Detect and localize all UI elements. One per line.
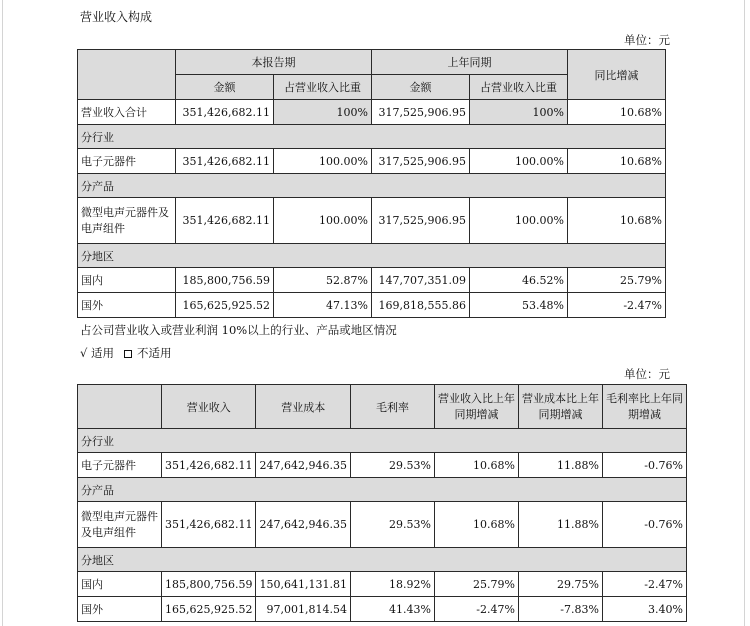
cell-rev-yoy: 10.68% bbox=[434, 453, 518, 478]
header-margin: 毛利率 bbox=[350, 385, 434, 429]
cell-revenue: 351,426,682.11 bbox=[162, 453, 256, 478]
unit-label-2: 单位：元 bbox=[624, 367, 670, 381]
cell-cur-amount: 351,426,682.11 bbox=[176, 149, 274, 174]
header-current-period: 本报告期 bbox=[176, 50, 372, 75]
section-row bbox=[78, 244, 666, 268]
option-not-applicable: 不适用 bbox=[136, 346, 172, 360]
header-cost-yoy-line2: 同期增减 bbox=[538, 407, 583, 421]
header-prior-ratio: 占营业收入比重 bbox=[470, 75, 568, 100]
header-cur-amount: 金额 bbox=[176, 75, 274, 100]
table-row bbox=[78, 100, 666, 125]
cell-margin: 29.53% bbox=[350, 502, 434, 548]
cell-margin: 41.43% bbox=[350, 597, 434, 622]
row-label: 营业收入合计 bbox=[78, 100, 176, 125]
cell-cur-ratio: 100% bbox=[274, 100, 372, 125]
cell-margin: 18.92% bbox=[350, 572, 434, 597]
row-label bbox=[78, 502, 162, 548]
header-rev-yoy bbox=[434, 385, 518, 429]
row-label: 国内 bbox=[78, 268, 176, 293]
section-region: 分地区 bbox=[78, 548, 687, 572]
revenue-composition-table bbox=[77, 49, 666, 318]
corner-cell bbox=[78, 385, 162, 429]
row-label: 国外 bbox=[78, 293, 176, 318]
cell-prior-amount: 169,818,555.86 bbox=[372, 293, 470, 318]
check-mark-icon: √ bbox=[80, 346, 88, 360]
section-row bbox=[78, 548, 687, 572]
cell-rev-yoy: 25.79% bbox=[434, 572, 518, 597]
cell-cur-amount: 351,426,682.11 bbox=[176, 198, 274, 244]
cell-cost: 247,642,946.35 bbox=[256, 453, 350, 478]
cell-yoy: -2.47% bbox=[568, 293, 666, 318]
header-margin-yoy-line1: 毛利率比上年同 bbox=[605, 391, 683, 405]
cell-cur-ratio: 100.00% bbox=[274, 149, 372, 174]
note-text: 占公司营业收入或营业利润 10%以上的行业、产品或地区情况 bbox=[80, 323, 397, 337]
cell-yoy: 25.79% bbox=[568, 268, 666, 293]
page-edge-right bbox=[744, 0, 745, 626]
row-label: 电子元器件 bbox=[78, 149, 176, 174]
row-label: 电子元器件 bbox=[78, 453, 162, 478]
cell-cur-ratio: 100.00% bbox=[274, 198, 372, 244]
cell-cur-amount: 351,426,682.11 bbox=[176, 100, 274, 125]
cell-prior-amount: 317,525,906.95 bbox=[372, 149, 470, 174]
section-industry: 分行业 bbox=[78, 429, 687, 453]
section-industry: 分行业 bbox=[78, 125, 666, 149]
cell-prior-amount: 317,525,906.95 bbox=[372, 198, 470, 244]
unit-label-1: 单位：元 bbox=[624, 33, 670, 47]
cell-yoy: 10.68% bbox=[568, 100, 666, 125]
section-product: 分产品 bbox=[78, 174, 666, 198]
cell-cost: 97,001,814.54 bbox=[256, 597, 350, 622]
cell-yoy: 10.68% bbox=[568, 198, 666, 244]
cell-margin-yoy: -0.76% bbox=[602, 502, 686, 548]
option-applicable: 适用 bbox=[90, 346, 114, 360]
cell-rev-yoy: 10.68% bbox=[434, 502, 518, 548]
cell-prior-ratio: 100.00% bbox=[470, 198, 568, 244]
cell-prior-ratio: 53.48% bbox=[470, 293, 568, 318]
section-product: 分产品 bbox=[78, 478, 687, 502]
header-revenue: 营业收入 bbox=[162, 385, 256, 429]
cell-prior-ratio: 46.52% bbox=[470, 268, 568, 293]
section-row bbox=[78, 125, 666, 149]
cell-cost-yoy: -7.83% bbox=[518, 597, 602, 622]
corner-cell bbox=[78, 50, 176, 100]
cell-cost: 247,642,946.35 bbox=[256, 502, 350, 548]
table-row bbox=[78, 293, 666, 318]
header-yoy: 同比增减 bbox=[568, 50, 666, 100]
header-prior-amount: 金额 bbox=[372, 75, 470, 100]
section-row bbox=[78, 478, 687, 502]
section-region: 分地区 bbox=[78, 244, 666, 268]
table-row bbox=[78, 572, 687, 597]
cell-margin-yoy: -2.47% bbox=[602, 572, 686, 597]
row-label: 国内 bbox=[78, 572, 162, 597]
page-edge-left bbox=[2, 0, 3, 626]
cell-cur-amount: 185,800,756.59 bbox=[176, 268, 274, 293]
table-row bbox=[78, 453, 687, 478]
cell-rev-yoy: -2.47% bbox=[434, 597, 518, 622]
table-row bbox=[78, 198, 666, 244]
cell-margin: 29.53% bbox=[350, 453, 434, 478]
section-row bbox=[78, 174, 666, 198]
cell-revenue: 165,625,925.52 bbox=[162, 597, 256, 622]
row-label-line2: 电声组件 bbox=[81, 221, 125, 235]
cell-cur-amount: 165,625,925.52 bbox=[176, 293, 274, 318]
table-row bbox=[78, 268, 666, 293]
row-label-line2: 及电声组件 bbox=[81, 525, 136, 539]
row-label bbox=[78, 198, 176, 244]
row-label-line1: 微型电声元器件及 bbox=[81, 205, 169, 219]
header-margin-yoy-line2: 期增减 bbox=[627, 407, 661, 421]
cell-prior-amount: 317,525,906.95 bbox=[372, 100, 470, 125]
header-row bbox=[78, 385, 687, 429]
cell-prior-ratio: 100% bbox=[470, 100, 568, 125]
cell-cost-yoy: 11.88% bbox=[518, 502, 602, 548]
cell-prior-ratio: 100.00% bbox=[470, 149, 568, 174]
cell-cost: 150,641,131.81 bbox=[256, 572, 350, 597]
applicable-options bbox=[80, 345, 171, 361]
header-cost: 营业成本 bbox=[256, 385, 350, 429]
cell-margin-yoy: 3.40% bbox=[602, 597, 686, 622]
row-label: 国外 bbox=[78, 597, 162, 622]
header-prior-period: 上年同期 bbox=[372, 50, 568, 75]
header-cost-yoy-line1: 营业成本比上年 bbox=[521, 391, 599, 405]
header-cur-ratio: 占营业收入比重 bbox=[274, 75, 372, 100]
table-row bbox=[78, 149, 666, 174]
cell-revenue: 351,426,682.11 bbox=[162, 502, 256, 548]
cell-cur-ratio: 52.87% bbox=[274, 268, 372, 293]
header-cost-yoy bbox=[518, 385, 602, 429]
section-row bbox=[78, 429, 687, 453]
row-label-line1: 微型电声元器件 bbox=[81, 509, 158, 523]
cell-yoy: 10.68% bbox=[568, 149, 666, 174]
cell-revenue: 185,800,756.59 bbox=[162, 572, 256, 597]
segment-breakdown-table bbox=[77, 384, 687, 622]
cell-prior-amount: 147,707,351.09 bbox=[372, 268, 470, 293]
cell-cur-ratio: 47.13% bbox=[274, 293, 372, 318]
cell-cost-yoy: 29.75% bbox=[518, 572, 602, 597]
header-rev-yoy-line2: 同期增减 bbox=[454, 407, 499, 421]
table-row bbox=[78, 502, 687, 548]
cell-margin-yoy: -0.76% bbox=[602, 453, 686, 478]
header-margin-yoy bbox=[602, 385, 686, 429]
header-rev-yoy-line1: 营业收入比上年 bbox=[437, 391, 515, 405]
empty-checkbox-icon bbox=[124, 350, 132, 358]
header-row-1 bbox=[78, 50, 666, 75]
cell-cost-yoy: 11.88% bbox=[518, 453, 602, 478]
table-row bbox=[78, 597, 687, 622]
section-title: 营业收入构成 bbox=[80, 10, 153, 24]
